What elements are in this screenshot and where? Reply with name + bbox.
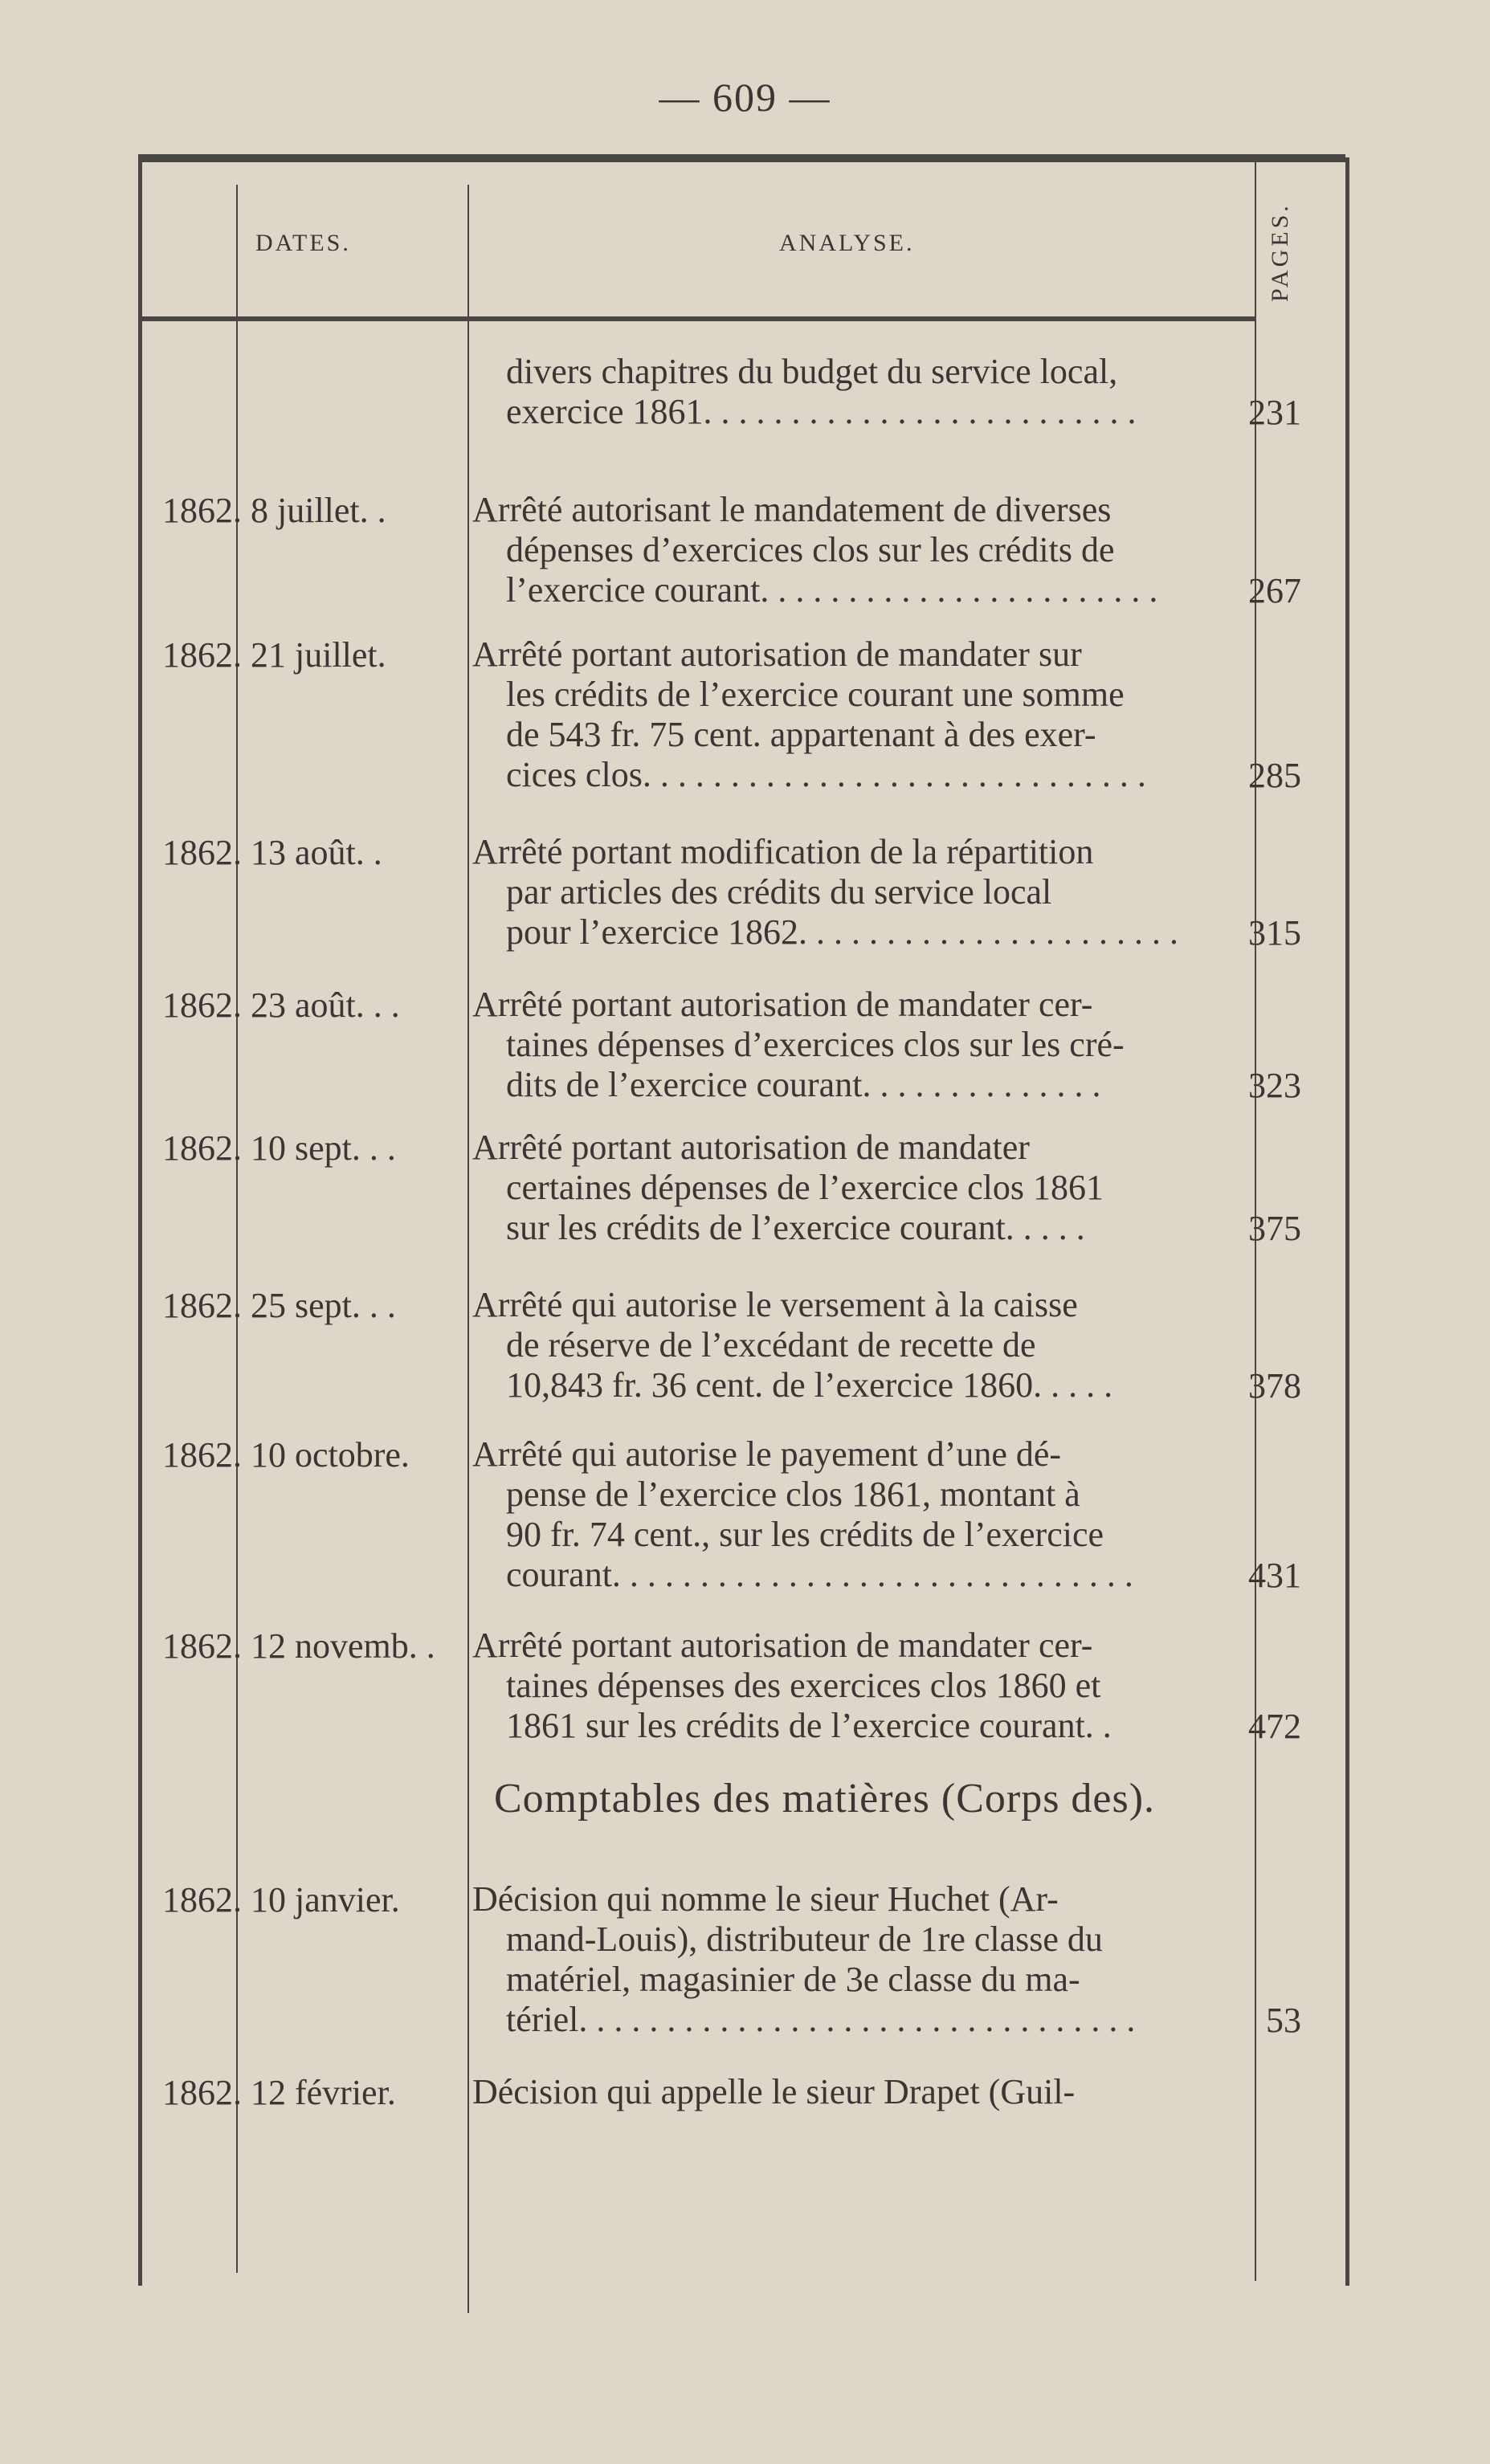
entry-analysis [472,352,1251,432]
analysis-line: pour l’exercice 1862. . . . . . . . . . . . . . . . . . . . . . [506,912,1179,952]
analysis-line: Arrêté qui autorise le payement d’une dé- [472,1434,1062,1474]
entry-page: 315 [1248,913,1301,953]
analysis-line: de 543 fr. 75 cent. appartenant à des exer- [506,715,1096,754]
analysis-line: l’exercice courant. . . . . . . . . . . . . . . . . . . . . . . [506,570,1158,610]
analysis-line: Arrêté qui autorise le versement à la caisse [472,1285,1078,1324]
entry-analysis [472,1626,1251,1746]
entry-date: 1862. 10 sept. . . [162,1128,396,1168]
entry-date: 1862. 23 août. . . [162,985,400,1025]
analysis-line: dits de l’exercice courant. . . . . . . . . . . . . . [506,1065,1101,1104]
entry-analysis [472,1285,1251,1405]
analysis-line: Arrêté portant autorisation de mandater cer- [472,1626,1093,1665]
entry-date: 1862. 12 novemb. . [162,1626,435,1666]
entry-analysis [472,985,1251,1105]
analysis-line: Décision qui nomme le sieur Huchet (Ar- [472,1879,1059,1919]
entry-page: 378 [1248,1366,1301,1405]
analysis-line: Décision qui appelle le sieur Drapet (Guil- [472,2072,1076,2111]
entry-date: 1862. 12 février. [162,2073,396,2112]
analysis-line: taines dépenses des exercices clos 1860 et [506,1666,1101,1705]
analysis-line: par articles des crédits du service local [506,872,1052,912]
analysis-line: courant. . . . . . . . . . . . . . . . . . . . . . . . . . . . . . [506,1555,1133,1594]
entry-analysis [472,634,1251,795]
entry-page: 53 [1266,2001,1301,2040]
analysis-line: certaines dépenses de l’exercice clos 1861 [506,1168,1104,1207]
entry-analysis [472,1128,1251,1248]
analysis-line: 10,843 fr. 36 cent. de l’exercice 1860. . . . . [506,1365,1113,1405]
entry-date: 1862. 10 octobre. [162,1435,410,1475]
analysis-line: dépenses d’exercices clos sur les crédits de [506,530,1115,569]
entry-analysis [472,832,1251,953]
entry-date: 1862. 13 août. . [162,833,382,872]
analysis-line: pense de l’exercice clos 1861, montant à [506,1475,1080,1514]
analysis-line: divers chapitres du budget du service local, [506,352,1118,391]
header-rule [138,316,1255,321]
entry-page: 267 [1248,571,1301,610]
entry-date: 1862. 25 sept. . . [162,1286,396,1325]
header-analyse: ANALYSE. [779,230,915,256]
analysis-line: taines dépenses d’exercices clos sur les cré- [506,1025,1125,1064]
entry-analysis [472,490,1251,610]
analysis-line: matériel, magasinier de 3e classe du ma- [506,1960,1080,1999]
analysis-line: Arrêté autorisant le mandatement de diverses [472,490,1112,529]
analysis-line: Arrêté portant autorisation de mandater sur [472,634,1082,674]
entry-date: 1862. 10 janvier. [162,1880,400,1919]
analysis-line: Arrêté portant autorisation de mandater [472,1128,1030,1167]
entry-page: 431 [1248,1556,1301,1595]
analysis-line: sur les crédits de l’exercice courant. . . . . [506,1208,1085,1247]
analysis-line: cices clos. . . . . . . . . . . . . . . . . . . . . . . . . . . . . [506,755,1146,794]
analysis-line: exercice 1861. . . . . . . . . . . . . . . . . . . . . . . . . [506,392,1137,431]
analysis-line: mand-Louis), distributeur de 1re classe du [506,1919,1103,1959]
entry-page: 231 [1248,393,1301,432]
analysis-line: Arrêté portant modification de la répartition [472,832,1094,871]
entry-page: 375 [1248,1209,1301,1248]
entry-page: 323 [1248,1066,1301,1105]
section-heading: Comptables des matières (Corps des). [494,1776,1156,1821]
page-number: — 609 — [659,75,831,120]
entry-date: 1862. 21 juillet. [162,635,386,675]
entry-date: 1862. 8 juillet. . [162,491,386,530]
analysis-line: 1861 sur les crédits de l’exercice courant. . [506,1706,1112,1745]
entry-analysis [472,1879,1251,2040]
analysis-line: tériel. . . . . . . . . . . . . . . . . . . . . . . . . . . . . . . . [506,2000,1136,2039]
entry-analysis [472,2072,1251,2112]
analysis-line: de réserve de l’excédant de recette de [506,1325,1036,1365]
entry-page: 472 [1248,1707,1301,1746]
entry-analysis [472,1434,1251,1595]
analysis-line: les crédits de l’exercice courant une somme [506,675,1125,714]
analysis-line: Arrêté portant autorisation de mandater cer- [472,985,1093,1024]
analysis-line: 90 fr. 74 cent., sur les crédits de l’exercice [506,1515,1104,1554]
entry-page: 285 [1248,756,1301,795]
header-pages: PAGES. [1267,202,1293,302]
header-dates: DATES. [255,230,351,256]
